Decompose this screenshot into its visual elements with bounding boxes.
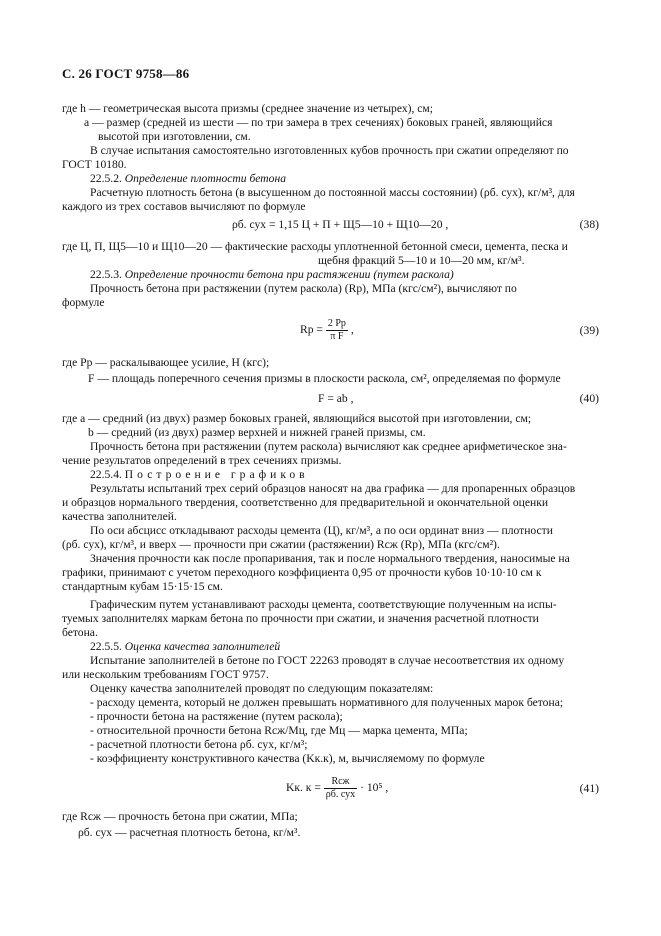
text-line: где а — средний (из двух) размер боковых граней, являющийся высотой при изготовлении, см; — [62, 412, 532, 425]
text-line: где h — геометрическая высота призмы (среднее значение из четырех), см; — [62, 102, 433, 115]
section-heading-22-5-4 — [90, 468, 309, 482]
text-line: и образцов нормального твердения, соответственно для предварительной и окончательной оценки — [62, 496, 549, 509]
text-line: где Rсж — прочность бетона при сжатии, МПа; — [62, 810, 298, 823]
text-line: Расчетную плотность бетона (в высушенном до постоянной массы состоянии) (ρб. сух), кг/м³, для — [90, 186, 575, 199]
text-line: Результаты испытаний трех серий образцов наносят на два графика — для пропаренных образцов — [90, 482, 576, 495]
text-line: каждого из трех составов вычисляют по формуле — [62, 200, 306, 213]
section-heading-22-5-5 — [90, 640, 280, 654]
list-item: - прочности бетона на растяжение (путем раскола); — [90, 710, 343, 723]
text-line: качества заполнителей. — [62, 510, 177, 523]
text-line: ρб. сух — расчетная плотность бетона, кг/м³. — [78, 826, 301, 839]
equation-number: (40) — [579, 392, 599, 405]
denominator: π F — [330, 331, 344, 342]
list-item: - относительной прочности бетона Rсж/Mц, где Mц — марка цемента, МПа; — [90, 724, 468, 737]
text-line: а — размер (средней из шести — по три замера в трех сечениях) боковых граней, являющийся — [84, 116, 553, 129]
section-title: Определение плотности бетона — [124, 172, 287, 185]
text-line: бетона. — [62, 626, 98, 639]
section-heading-22-5-3 — [90, 268, 454, 282]
numerator: Rсж — [324, 776, 357, 789]
text-line: Оценку качества заполнителей проводят по следующим показателям: — [90, 682, 434, 695]
equation-number: (38) — [579, 218, 599, 231]
text-line: ГОСТ 10180. — [62, 158, 127, 171]
text-line: Прочность бетона при растяжении (путем раскола) (Rр), МПа (кгс/см²), вычисляют по — [90, 282, 517, 295]
formula-40: F = ab , — [318, 392, 354, 405]
formula-lhs: Kк. к = — [286, 781, 321, 795]
text-line: высотой при изготовлении, см. — [98, 130, 251, 143]
text-line: Значения прочности как после пропаривания, так и после нормального твердения, наносимые на — [90, 552, 570, 565]
section-number: 22.5.3. — [90, 268, 125, 281]
text-line: щебня фракций 5—10 и 10—20 мм, кг/м³. — [318, 254, 525, 267]
formula-41 — [286, 776, 388, 801]
section-number: 22.5.5. — [90, 640, 125, 653]
numerator: 2 Pр — [327, 318, 346, 329]
equation-number: (41) — [579, 782, 599, 795]
text-line: туемых заполнителях маркам бетона по прочности при сжатии, и значения расчетной плотности — [62, 612, 539, 625]
section-number: 22.5.4. — [90, 468, 125, 481]
fraction — [326, 318, 348, 343]
section-title: Определение прочности бетона при растяжении (путем раскола) — [124, 268, 454, 281]
list-item: - расчетной плотности бетона ρб. сух, кг/м³; — [90, 738, 308, 751]
page-header: С. 26 ГОСТ 9758—86 — [62, 66, 190, 81]
section-title: Построение графиков — [124, 468, 309, 481]
formula-39 — [300, 318, 354, 343]
text-line: чение результатов определений в трех сечениях призмы. — [62, 454, 342, 467]
formula-lhs: Rр = — [300, 323, 323, 337]
text-line: b — средний (из двух) размер верхней и нижней граней призмы, см. — [88, 426, 426, 439]
formula-tail: , — [350, 323, 354, 337]
denominator: ρб. сух — [325, 789, 356, 800]
section-title: Оценка качества заполнителей — [124, 640, 281, 653]
text-line: формуле — [62, 296, 105, 309]
text-line: По оси абсцисс откладывают расходы цемента (Ц), кг/м³, а по оси ординат вниз — плотности — [90, 524, 553, 537]
list-item: - расходу цемента, который не должен превышать нормативного для полученных марок бетона; — [90, 696, 564, 709]
text-line: где Ц, П, Щ5—10 и Щ10—20 — фактические расходы уплотненной бетонной смеси, цемента, песка и — [62, 240, 568, 253]
text-line: графики, принимают с учетом переходного коэффициента 0,95 от прочности кубов 10·10·10 см к — [62, 566, 542, 579]
text-line: F — площадь поперечного сечения призмы в плоскости раскола, см², определяемая по формуле — [88, 372, 561, 385]
formula-38: ρб. сух = 1,15 Ц + П + Щ5—10 + Щ10—20 , — [232, 218, 449, 231]
text-line: стандартным кубам 15·15·15 см. — [62, 580, 223, 593]
section-heading-22-5-2 — [90, 172, 286, 186]
formula-tail: · 10⁵ , — [360, 781, 389, 795]
text-line: Прочность бетона при растяжении (путем раскола) вычисляют как среднее арифметическое зна- — [90, 440, 567, 453]
list-item: - коэффициенту конструктивного качества (Kк.к), м, вычисляемому по формуле — [90, 752, 485, 765]
section-number: 22.5.2. — [90, 172, 125, 185]
text-line: Графическим путем устанавливают расходы цемента, соответствующие полученным на испы- — [90, 598, 557, 611]
text-line: где Pр — раскалывающее усилие, Н (кгс); — [62, 356, 270, 369]
text-line: или нескольким требованиям ГОСТ 9757. — [62, 668, 269, 681]
equation-number: (39) — [579, 324, 599, 337]
fraction — [324, 776, 357, 801]
text-line: В случае испытания самостоятельно изготовленных кубов прочность при сжатии определяют по — [90, 144, 569, 157]
text-line: (ρб. сух), кг/м³, и вверх — прочности при сжатии (растяжении) Rсж (Rр), МПа (кгс/см²). — [62, 538, 500, 551]
text-line: Испытание заполнителей в бетоне по ГОСТ 22263 проводят в случае несоответствия их одному — [90, 654, 565, 667]
